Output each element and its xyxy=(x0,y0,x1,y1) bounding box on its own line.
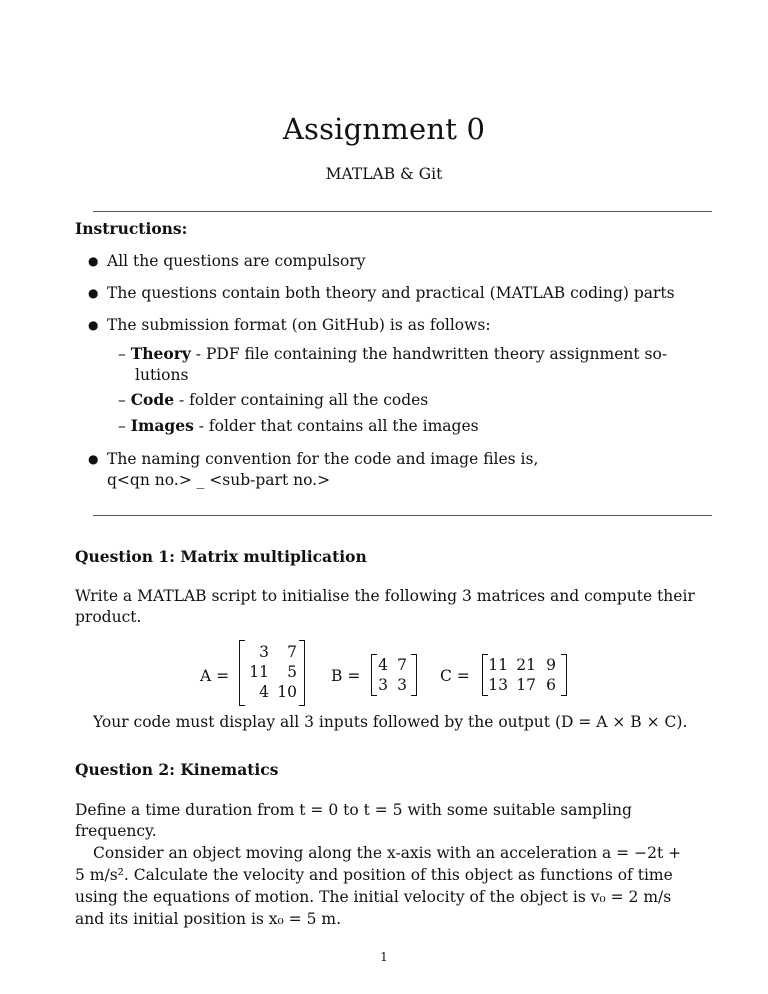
document-subtitle: MATLAB & Git xyxy=(325,165,443,183)
matrix-b xyxy=(373,655,411,695)
matrix-cell: 3 xyxy=(397,676,407,694)
question2-heading: Question 2: Kinematics xyxy=(75,760,279,779)
sub-item-term: Images xyxy=(130,416,194,435)
sub-item-theory: – Theory - PDF file containing the handwritten theory assignment so- lutions xyxy=(118,344,668,384)
question2-line: Consider an object moving along the x-axis with an acceleration a = −2t + xyxy=(93,844,682,862)
matrix-a-label: A = xyxy=(200,667,230,685)
matrix-cell: 4 xyxy=(259,683,269,701)
matrix-c xyxy=(484,655,560,695)
question1-intro-continued: product. xyxy=(75,608,142,626)
bullet-icon: ● xyxy=(88,318,99,332)
matrix-cell: 11 xyxy=(249,663,269,681)
bullet-text: The naming convention for the code and image files is, xyxy=(107,450,539,468)
question1-outro: Your code must display all 3 inputs followed by the output (D = A × B × C). xyxy=(93,713,688,731)
question2-line: using the equations of motion. The initial velocity of the object is v₀ = 2 m/s xyxy=(75,888,672,906)
sub-item-term: Code xyxy=(130,390,175,409)
sub-item-text: - folder that contains all the images xyxy=(193,417,479,435)
bullet-text: The submission format (on GitHub) is as follows: xyxy=(107,316,491,334)
matrix-cell: 3 xyxy=(259,643,269,661)
bullet-icon: ● xyxy=(88,452,99,466)
document-title: Assignment 0 xyxy=(282,112,486,146)
matrix-cell: 7 xyxy=(397,656,407,674)
question1-heading: Question 1: Matrix multiplication xyxy=(75,547,367,566)
matrix-c-right-bracket xyxy=(561,654,567,696)
bullet-text: The questions contain both theory and practical (MATLAB coding) parts xyxy=(107,284,675,302)
matrix-cell: 9 xyxy=(546,656,556,674)
matrix-b-label: B = xyxy=(331,667,361,685)
matrix-cell: 11 xyxy=(488,656,508,674)
matrix-cell: 17 xyxy=(516,676,536,694)
matrix-cell: 4 xyxy=(378,656,388,674)
question2-line: and its initial position is x₀ = 5 m. xyxy=(75,910,341,928)
sub-item-term: Theory xyxy=(130,344,191,363)
sub-item-images: – Images - folder that contains all the images xyxy=(118,416,479,435)
matrix-a-right-bracket xyxy=(299,640,305,706)
sub-item-text: - PDF file containing the handwritten theory assignment so- xyxy=(190,345,668,363)
page-number: 1 xyxy=(380,950,388,964)
matrix-cell: 21 xyxy=(516,656,536,674)
sub-item-text-continued: lutions xyxy=(135,366,189,384)
instructions-heading: Instructions: xyxy=(75,219,188,238)
matrix-cell: 10 xyxy=(277,683,297,701)
matrix-a xyxy=(245,642,301,702)
matrix-cell: 3 xyxy=(378,676,388,694)
question1-intro: Write a MATLAB script to initialise the following 3 matrices and compute their xyxy=(75,587,695,605)
bullet-icon: ● xyxy=(88,254,99,268)
matrix-cell: 13 xyxy=(488,676,508,694)
bullet-icon: ● xyxy=(88,286,99,300)
bullet-text: All the questions are compulsory xyxy=(107,252,366,270)
naming-convention: q<qn no.> _ <sub-part no.> xyxy=(107,471,331,489)
matrix-b-right-bracket xyxy=(411,654,417,696)
top-divider xyxy=(93,211,712,212)
sub-item-code: – Code - folder containing all the codes xyxy=(118,390,429,409)
question2-line: frequency. xyxy=(75,822,157,840)
question2-line: 5 m/s². Calculate the velocity and position of this object as functions of time xyxy=(75,866,673,884)
question2-line: Define a time duration from t = 0 to t = 5 with some suitable sampling xyxy=(75,801,632,819)
matrix-cell: 5 xyxy=(287,663,297,681)
matrix-cell: 7 xyxy=(287,643,297,661)
matrix-cell: 6 xyxy=(546,676,556,694)
matrix-c-label: C = xyxy=(440,667,470,685)
bottom-divider xyxy=(93,515,712,516)
sub-item-text: - folder containing all the codes xyxy=(174,391,429,409)
